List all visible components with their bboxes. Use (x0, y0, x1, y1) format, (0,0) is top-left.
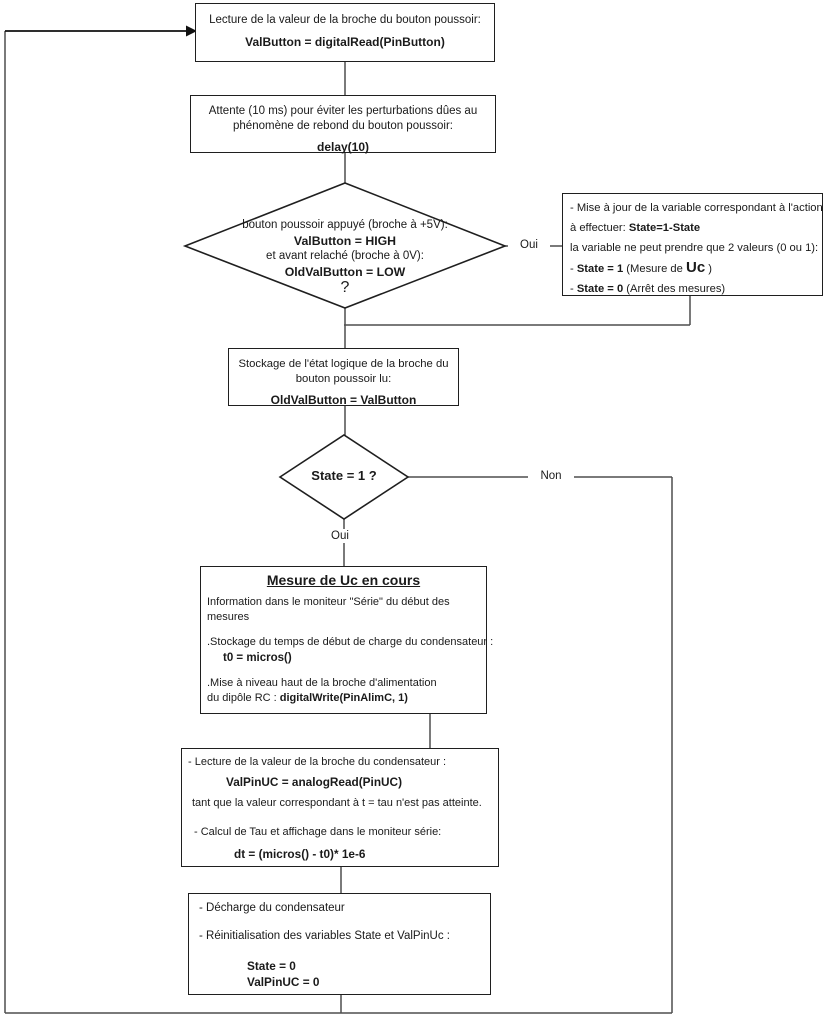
text-line: Stockage de l'état logique de la broche du (238, 358, 449, 370)
text-line: - Lecture de la valeur de la broche du condensateur : (188, 756, 447, 768)
code-line: t0 = micros() (223, 652, 292, 664)
node-measure (200, 566, 494, 714)
node-read-capacitor (181, 748, 499, 867)
measure-title: Mesure de Uc en cours (266, 572, 421, 588)
text-line (207, 691, 480, 706)
node-debounce (190, 95, 496, 153)
code-span: State = 1 (576, 263, 624, 276)
text-line: - Mise à jour de la variable correspondant à l'action (570, 202, 823, 214)
text-line (570, 258, 815, 280)
text-span: ) (705, 263, 713, 276)
text-line: bouton poussoir appuyé (broche à +5V): (242, 219, 448, 231)
code-line: delay(10) (316, 140, 370, 154)
label-oui-state: Oui (318, 529, 362, 543)
spacer (207, 625, 480, 635)
text-line (570, 280, 815, 300)
code-span: State = 0 (576, 283, 624, 296)
node-read-button (195, 3, 495, 62)
diamond-state-text (280, 468, 408, 483)
text-span: (Mesure de (623, 263, 686, 276)
code-line: ValPinUC = 0 (247, 975, 320, 989)
text-span: - (570, 283, 577, 296)
text-line: - Calcul de Tau et affichage dans le moniteur série: (194, 826, 442, 838)
text-line: Lecture de la valeur de la broche du bouton poussoir: (209, 14, 481, 26)
text-line: .Stockage du temps de début de charge du condensateur : (207, 636, 494, 648)
text-span: (Arrêt des mesures) (623, 283, 726, 296)
text-line: - Décharge du condensateur (199, 902, 345, 914)
node-discharge (188, 893, 491, 995)
label-oui-button: Oui (508, 238, 550, 252)
text-line: et avant relaché (broche à 0V): (266, 250, 424, 262)
code-line: dt = (micros() - t0)* 1e-6 (234, 847, 366, 861)
node-state-update (562, 193, 823, 296)
code-line: ValButton = digitalRead(PinButton) (245, 35, 445, 49)
text-line: - Réinitialisation des variables State et ValPinUc : (199, 930, 450, 942)
uc-symbol: Uc (686, 259, 706, 277)
code-line: State = 0 (247, 959, 296, 973)
text-line: Information dans le moniteur "Série" du début des (207, 596, 450, 608)
code-span: State=1-State (628, 221, 701, 234)
node-store-state (228, 348, 459, 406)
text-span: à effectuer: (570, 221, 629, 234)
diamond-button-text (195, 218, 495, 295)
text-line: State = 1 ? (311, 468, 377, 483)
text-span: - (570, 263, 577, 276)
text-line: tant que la valeur correspondant à t = tau n'est pas atteinte. (192, 797, 482, 809)
question-mark: ? (340, 279, 350, 296)
text-line: .Mise à niveau haut de la broche d'alimentation (207, 677, 437, 689)
code-line: OldValButton = LOW (284, 264, 406, 279)
code-line: ValButton = HIGH (293, 233, 397, 248)
text-line: mesures (207, 611, 250, 623)
text-line (570, 219, 815, 239)
text-span: du dipôle RC : (207, 692, 280, 704)
code-line: ValPinUC = analogRead(PinUC) (226, 775, 403, 789)
text-line: Attente (10 ms) pour éviter les perturbations dûes au (208, 105, 478, 117)
code-line: OldValButton = ValButton (270, 393, 417, 407)
text-line: la variable ne peut prendre que 2 valeurs (0 ou 1): (570, 241, 819, 254)
text-line: phénomène de rebond du bouton poussoir: (233, 120, 453, 132)
spacer (207, 666, 480, 676)
label-non-state: Non (528, 469, 574, 483)
text-line: bouton poussoir lu: (295, 372, 392, 385)
code-span: digitalWrite(PinAlimC, 1) (279, 692, 408, 704)
